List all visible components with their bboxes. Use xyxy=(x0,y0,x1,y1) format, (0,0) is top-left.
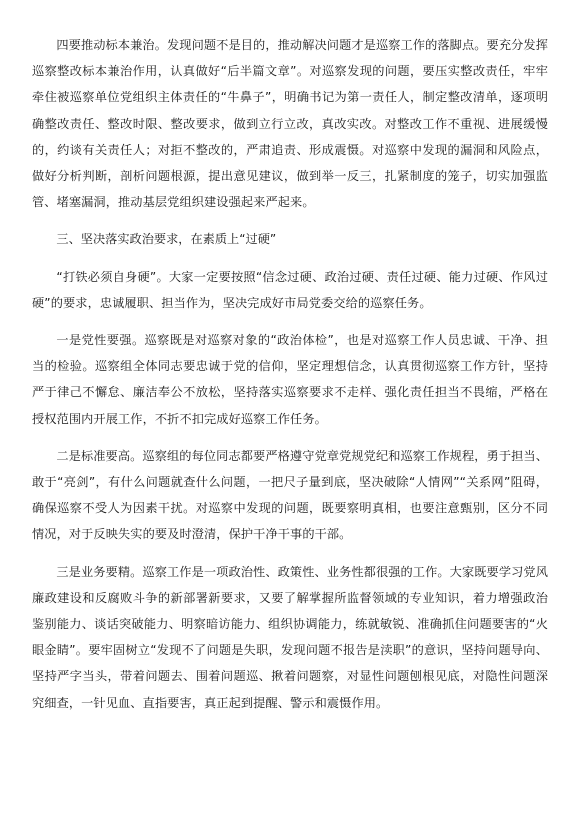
paragraph-party-spirit: 一是党性要强。巡察既是对巡察对象的“政治体检”，也是对巡察工作人员忠诚、干净、担当的检验。巡察组全体同志要忠诚于党的信仰，坚定理想信念，认真贯彻巡察工作方针，坚持严于律己不懈怠、廉洁奉公不放松，坚持落实巡察要求不走样、强化责任担当不畏缩，严格在授权范围内开展工作，不折不扣完成好巡察工作任务。 xyxy=(32,333,548,426)
paragraph-professional-skill: 三是业务要精。巡察工作是一项政治性、政策性、业务性都很强的工作。大家既要学习党风廉政建设和反腐败斗争的新部署新要求，又要了解掌握所监督领域的专业知识，着力增强政治鉴别能力、谈话突破能力、明察暗访能力、组织协调能力，练就敏锐、准确抓住问题要害的“火眼金睛”。要牢固树立“发现不了问题是失职，发现问题不报告是渎职”的意识，坚持问题导向、坚持严字当头，带着问题去、围着问题巡、揪着问题察，对显性问题刨根见底，对隐性问题深究细查，一针见血、直指要害，真正起到提醒、警示和震慑作用。 xyxy=(32,564,548,710)
paragraph-high-standards: 二是标准要高。巡察组的每位同志都要严格遵守党章党规党纪和巡察工作规程，勇于担当、敢于“亮剑”，有什么问题就查什么问题，一把尺子量到底，坚决破除“人情网”“关系网”阻碍，确保巡察不受人为因素干扰。对巡察中发现的问题，既要察明真相，也要注意甄别，区分不同情况，对于反映失实的要及时澄清，保护干净干事的干部。 xyxy=(32,448,548,542)
paragraph-intro: “打铁必须自身硬”。大家一定要按照“信念过硬、政治过硬、责任过硬、能力过硬、作风过硬”的要求，忠诚履职、担当作为，坚决完成好市局党委交给的巡察任务。 xyxy=(32,269,548,310)
document-page xyxy=(32,32,548,727)
paragraph-fourth-requirement: 四要推动标本兼治。发现问题不是目的，推动解决问题才是巡察工作的落脚点。要充分发挥巡察整改标本兼治作用，认真做好“后半篇文章”。对巡察发现的问题，要压实整改责任，牢牢牵住被巡察单位党组织主体责任的“牛鼻子”，明确书记为第一责任人，制定整改清单，逐项明确整改责任、整改时限、整改要求，做到立行立改，真改实改。对整改工作不重视、进展缓慢的，约谈有关责任人；对拒不整改的，严肃追责、形成震慑。对巡察中发现的漏洞和风险点，做好分析判断，剖析问题根源，提出意见建议，做到举一反三，扎紧制度的笼子，切实加强监管、堵塞漏洞，推动基层党组织建设强起来严起来。 xyxy=(32,38,548,210)
section-heading: 三、坚决落实政治要求，在素质上“过硬” xyxy=(56,232,277,247)
